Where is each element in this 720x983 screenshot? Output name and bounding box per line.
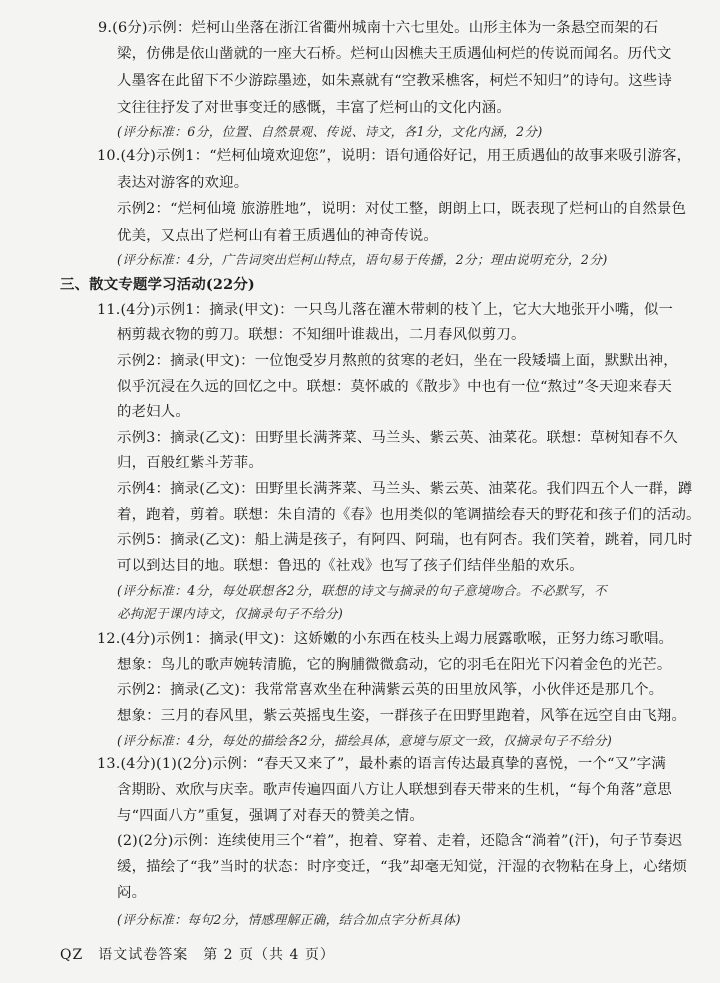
q11-line-4: 似乎沉浸在久远的回忆之中。联想：莫怀戚的《散步》中也有一位“熬过”冬天迎来春天 xyxy=(117,378,672,395)
q12-line-1: 12.(4分)示例1：摘录(甲文)：这娇嫩的小东西在枝头上竭力展露歌喉，正努力练习歌唱。 xyxy=(97,631,674,648)
q11-line-10: 示例5：摘录(乙文)：船上满是孩子，有阿四、阿瑞，也有阿杏。我们笑着，跳着，同几时 xyxy=(117,532,693,549)
q11-line-5: 的老妇人。 xyxy=(117,404,190,421)
q11-line-7: 归，百般红紫斗芳菲。 xyxy=(117,455,263,472)
q11-line-1: 11.(4分)示例1：摘录(甲文)：一只鸟儿落在灌木带刺的枝丫上，它大大地张开小嘴，似一 xyxy=(97,301,674,318)
q10-line-1: 10.(4分)示例1：“烂柯仙境欢迎您”，说明：语句通俗好记，用王质遇仙的故事来吸引游客， xyxy=(97,147,692,164)
q11-line-8: 示例4：摘录(乙文)：田野里长满荠菜、马兰头、紫云英、油菜花。我们四五个人一群，蹲 xyxy=(117,481,693,498)
q11-line-6: 示例3：摘录(乙文)：田野里长满荠菜、马兰头、紫云英、油菜花。联想：草树知春不久 xyxy=(117,429,678,446)
q13-line-1: 13.(4分)(1)(2分)示例：“春天又来了”，最朴素的语言传达最真挚的喜悦，一个“又”字满 xyxy=(97,756,666,773)
page-footer: QZ 语文试卷答案 第 2 页（共 4 页） xyxy=(60,946,335,963)
q12-line-4: 想象：三月的春风里，紫云英摇曳生姿，一群孩子在田野里跑着，风筝在远空自由飞翔。 xyxy=(117,707,687,724)
q11-line-11: 可以到达目的地。联想：鲁迅的《社戏》也写了孩子们结伴坐船的欢乐。 xyxy=(117,557,584,574)
q10-line-4: 优美，又点出了烂柯山有着王质遇仙的神奇传说。 xyxy=(117,227,438,244)
q10-line-2: 表达对游客的欢迎。 xyxy=(117,174,249,191)
q9-scoring-note: (评分标准：6分，位置、自然景观、传说、诗文，各1分，文化内涵，2分) xyxy=(117,124,543,140)
q13-line-4: (2)(2分)示例：连续使用三个“着”，抱着、穿着、走着，还隐含“淌着”(汗)，句子节奏迟 xyxy=(117,833,683,850)
q9-line-3: 人墨客在此留下不少游踪墨迹，如朱熹就有“空教采樵客，柯烂不知归”的诗句。这些诗 xyxy=(117,72,672,89)
q11-scoring-note-1: (评分标准：4分，每处联想各2分，联想的诗文与摘录的句子意境吻合。不必默写，不 xyxy=(117,582,607,598)
q11-scoring-note-2: 必拘泥于课内诗文，仅摘录句子不给分) xyxy=(117,606,344,622)
q13-line-3: 与“四面八方”重复，强调了对春天的赞美之情。 xyxy=(117,807,424,824)
q12-line-3: 示例2：摘录(乙文)：我常常喜欢坐在种满紫云英的田里放风筝，小伙伴还是那几个。 xyxy=(117,682,664,699)
q11-line-9: 着，跑着，剪着。联想：朱自清的《春》也用类似的笔调描绘春天的野花和孩子们的活动。 xyxy=(117,506,701,523)
q13-scoring-note: (评分标准：每句2分，情感理解正确，结合加点字分析具体) xyxy=(117,911,461,927)
q12-scoring-note: (评分标准：4分，每处的描绘各2分，描绘具体，意境与原文一致，仅摘录句子不给分) xyxy=(117,732,613,748)
section-3-title: 三、散文专题学习活动(22分) xyxy=(60,276,255,293)
q12-line-2: 想象：鸟儿的歌声婉转清脆，它的胸脯微微翕动，它的羽毛在阳光下闪着金色的光芒。 xyxy=(117,656,672,673)
q9-line-1: 9.(6分)示例：烂柯山坐落在浙江省衢州城南十六七里处。山形主体为一条悬空而架的石 xyxy=(98,19,659,36)
q13-line-2: 含期盼、欢欣与庆幸。歌声传遍四面八方让人联想到春天带来的生机，“每个角落”意思 xyxy=(117,782,672,799)
q10-line-3: 示例2：“烂柯仙境 旅游胜地”，说明：对仗工整，朗朗上口，既表现了烂柯山的自然景色 xyxy=(117,201,687,218)
q13-line-5: 缓，描绘了“我”当时的状态：时序变迁，“我”却毫无知觉，汗湿的衣物粘在身上，心绪烦 xyxy=(117,858,688,875)
q10-scoring-note: (评分标准：4分，广告词突出烂柯山特点，语句易于传播，2分；理由说明充分，2分) xyxy=(117,252,608,268)
q11-line-3: 示例2：摘录(甲文)：一位饱受岁月熬煎的贫寒的老妇，坐在一段矮墙上面，默默出神， xyxy=(117,352,678,369)
q9-line-2: 梁，仿佛是依山凿就的一座大石桥。烂柯山因樵夫王质遇仙柯烂的传说而闻名。历代文 xyxy=(117,46,672,63)
q9-line-4: 文往往抒发了对世事变迁的感慨，丰富了烂柯山的文化内涵。 xyxy=(117,99,511,116)
q13-line-6: 闷。 xyxy=(117,884,147,901)
q11-line-2: 柄剪裁衣物的剪刀。联想：不知细叶谁裁出，二月春风似剪刀。 xyxy=(117,327,526,344)
